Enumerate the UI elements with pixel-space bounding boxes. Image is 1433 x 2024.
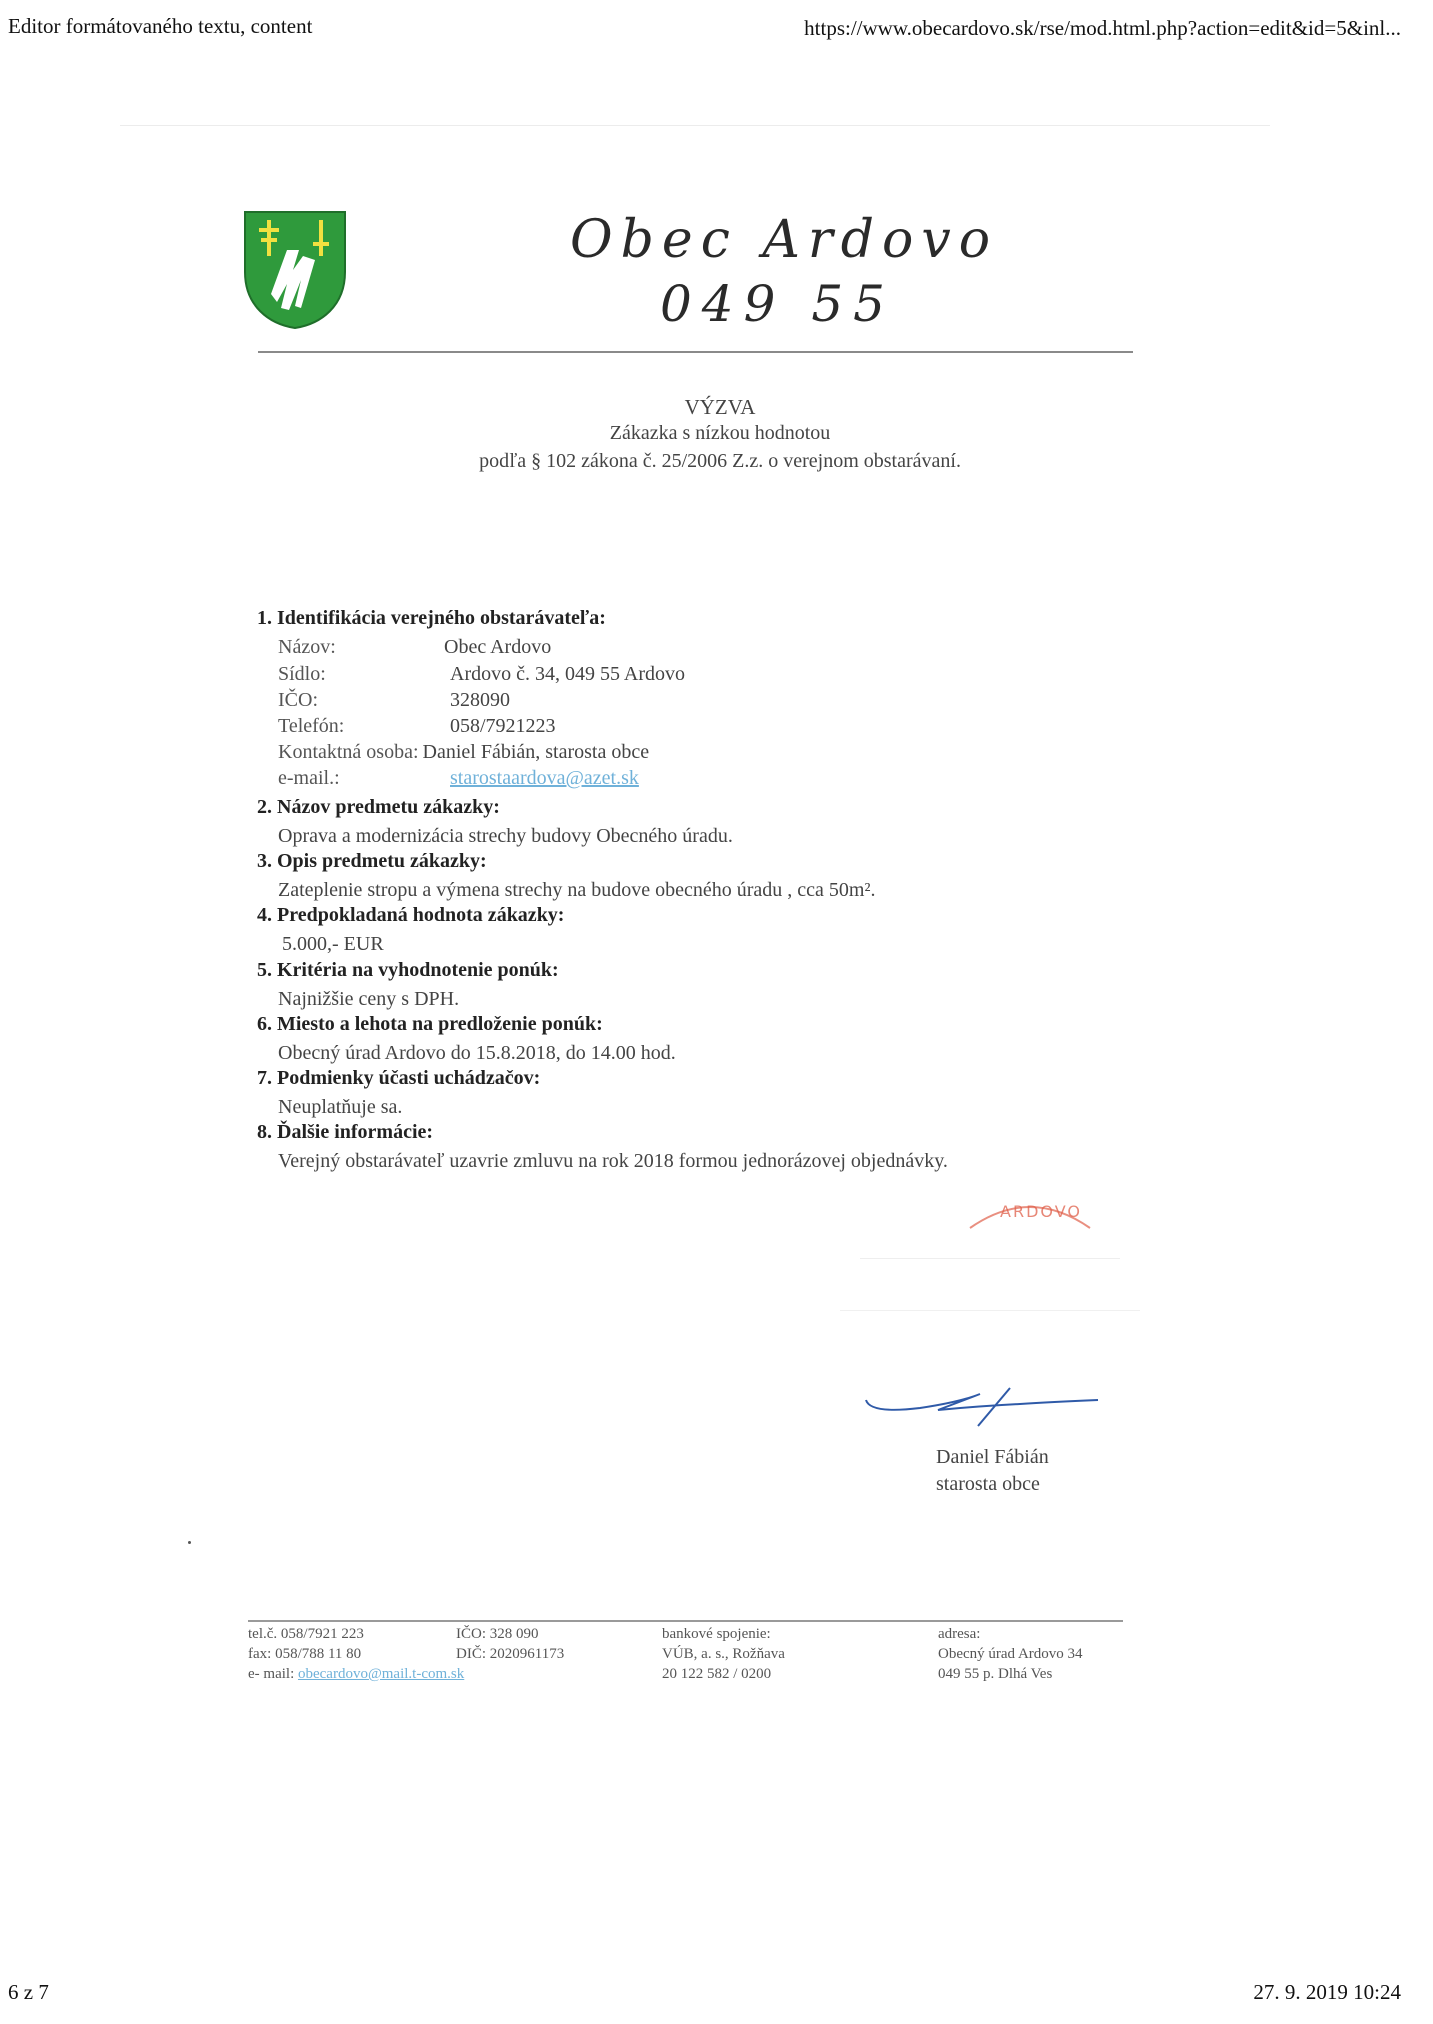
- stamp-text: ARDOVO: [1000, 1202, 1082, 1221]
- contact-label: Kontaktná osoba:: [278, 741, 419, 763]
- section-5-text: Najnižšie ceny s DPH.: [278, 988, 460, 1010]
- section-3-title: 3. Opis predmetu zákazky:: [257, 850, 487, 872]
- seat-label: Sídlo:: [278, 663, 326, 685]
- name-value: Obec Ardovo: [444, 636, 552, 658]
- coat-of-arms-icon: [243, 210, 347, 330]
- footer-bank-name: VÚB, a. s., Rožňava: [662, 1646, 785, 1662]
- footer-bank-col: [662, 1624, 785, 1684]
- footer-tel: tel.č. 058/7921 223: [248, 1626, 364, 1642]
- scan-artifact-line: [120, 125, 1270, 126]
- section-8-text: Verejný obstarávateľ uzavrie zmluvu na rok 2018 formou jednorázovej objednávky.: [278, 1150, 948, 1172]
- footer-address-label: adresa:: [938, 1626, 981, 1642]
- footer-dic: DIČ: 2020961173: [456, 1646, 565, 1662]
- ico-row: [278, 687, 978, 713]
- letterhead-rule: [258, 351, 1133, 353]
- ico-label: IČO:: [278, 689, 318, 711]
- seat-row: [278, 661, 978, 687]
- phone-row: [278, 713, 978, 739]
- footer-address-line2: 049 55 p. Dlhá Ves: [938, 1666, 1053, 1682]
- print-header-url: https://www.obecardovo.sk/rse/mod.html.php?action=edit&id=5&inl...: [804, 16, 1401, 40]
- email-label: e-mail.:: [278, 767, 340, 789]
- footer-ids-col: [456, 1624, 564, 1664]
- footer-bank-account: 20 122 582 / 0200: [662, 1666, 772, 1682]
- footer-email-label: e- mail:: [248, 1666, 295, 1682]
- footer-rule: [248, 1620, 1123, 1622]
- footer-bank-label: bankové spojenie:: [662, 1626, 771, 1642]
- section-4-text: 5.000,- EUR: [282, 933, 384, 955]
- phone-value: 058/7921223: [450, 715, 556, 737]
- section-8-title: 8. Ďalšie informácie:: [257, 1121, 434, 1143]
- heading-legal-basis: podľa § 102 zákona č. 25/2006 Z.z. o verejnom obstarávaní.: [479, 450, 961, 472]
- section-1-details: [278, 634, 978, 791]
- heading-vyzva: VÝZVA: [684, 395, 756, 419]
- section-2-text: Oprava a modernizácia strechy budovy Obecného úradu.: [278, 825, 733, 847]
- footer-email-row: [248, 1664, 464, 1684]
- letterhead-title: Obec Ardovo: [570, 210, 999, 270]
- scan-dot: [188, 1541, 191, 1544]
- footer-email-link[interactable]: obecardovo@mail.t-com.sk: [297, 1666, 465, 1682]
- print-footer-page: 6 z 7: [8, 1980, 49, 2004]
- section-3-text: Zateplenie stropu a výmena strechy na budove obecného úradu , cca 50m².: [278, 879, 876, 901]
- signature-icon: [860, 1380, 1100, 1430]
- signature-name: Daniel Fábián: [936, 1446, 1049, 1468]
- stamp-artifact-1: [860, 1258, 1120, 1259]
- footer-address-col: [938, 1624, 1083, 1684]
- footer-contact-col: [248, 1624, 464, 1684]
- seat-value: Ardovo č. 34, 049 55 Ardovo: [450, 663, 685, 685]
- stamp-artifact-2: [840, 1310, 1140, 1311]
- contact-value: Daniel Fábián, starosta obce: [422, 741, 650, 763]
- section-2-title: 2. Názov predmetu zákazky:: [257, 796, 500, 818]
- print-footer-datetime: 27. 9. 2019 10:24: [1253, 1980, 1401, 2004]
- name-label: Názov:: [278, 636, 336, 658]
- contact-row: [278, 739, 978, 765]
- letterhead-zip: 049 55: [660, 275, 895, 333]
- section-7-title: 7. Podmienky účasti uchádzačov:: [257, 1067, 541, 1089]
- section-1-title: 1. Identifikácia verejného obstarávateľa:: [257, 607, 606, 629]
- phone-label: Telefón:: [278, 715, 345, 737]
- section-6-title: 6. Miesto a lehota na predloženie ponúk:: [257, 1013, 603, 1035]
- footer-fax: fax: 058/788 11 80: [248, 1646, 362, 1662]
- section-4-title: 4. Predpokladaná hodnota zákazky:: [257, 904, 565, 926]
- footer-address-line1: Obecný úrad Ardovo 34: [938, 1646, 1083, 1662]
- ico-value: 328090: [450, 689, 510, 711]
- email-link[interactable]: starostaardova@azet.sk: [450, 767, 639, 789]
- section-6-text: Obecný úrad Ardovo do 15.8.2018, do 14.00 hod.: [278, 1042, 676, 1064]
- signature-role: starosta obce: [936, 1473, 1040, 1495]
- section-7-text: Neuplatňuje sa.: [278, 1096, 403, 1118]
- footer-ico: IČO: 328 090: [456, 1626, 539, 1642]
- print-header-title: Editor formátovaného textu, content: [8, 14, 313, 38]
- name-row: [278, 634, 978, 660]
- heading-subtitle: Zákazka s nízkou hodnotou: [609, 422, 831, 444]
- section-5-title: 5. Kritéria na vyhodnotenie ponúk:: [257, 959, 559, 981]
- email-row: [278, 765, 978, 791]
